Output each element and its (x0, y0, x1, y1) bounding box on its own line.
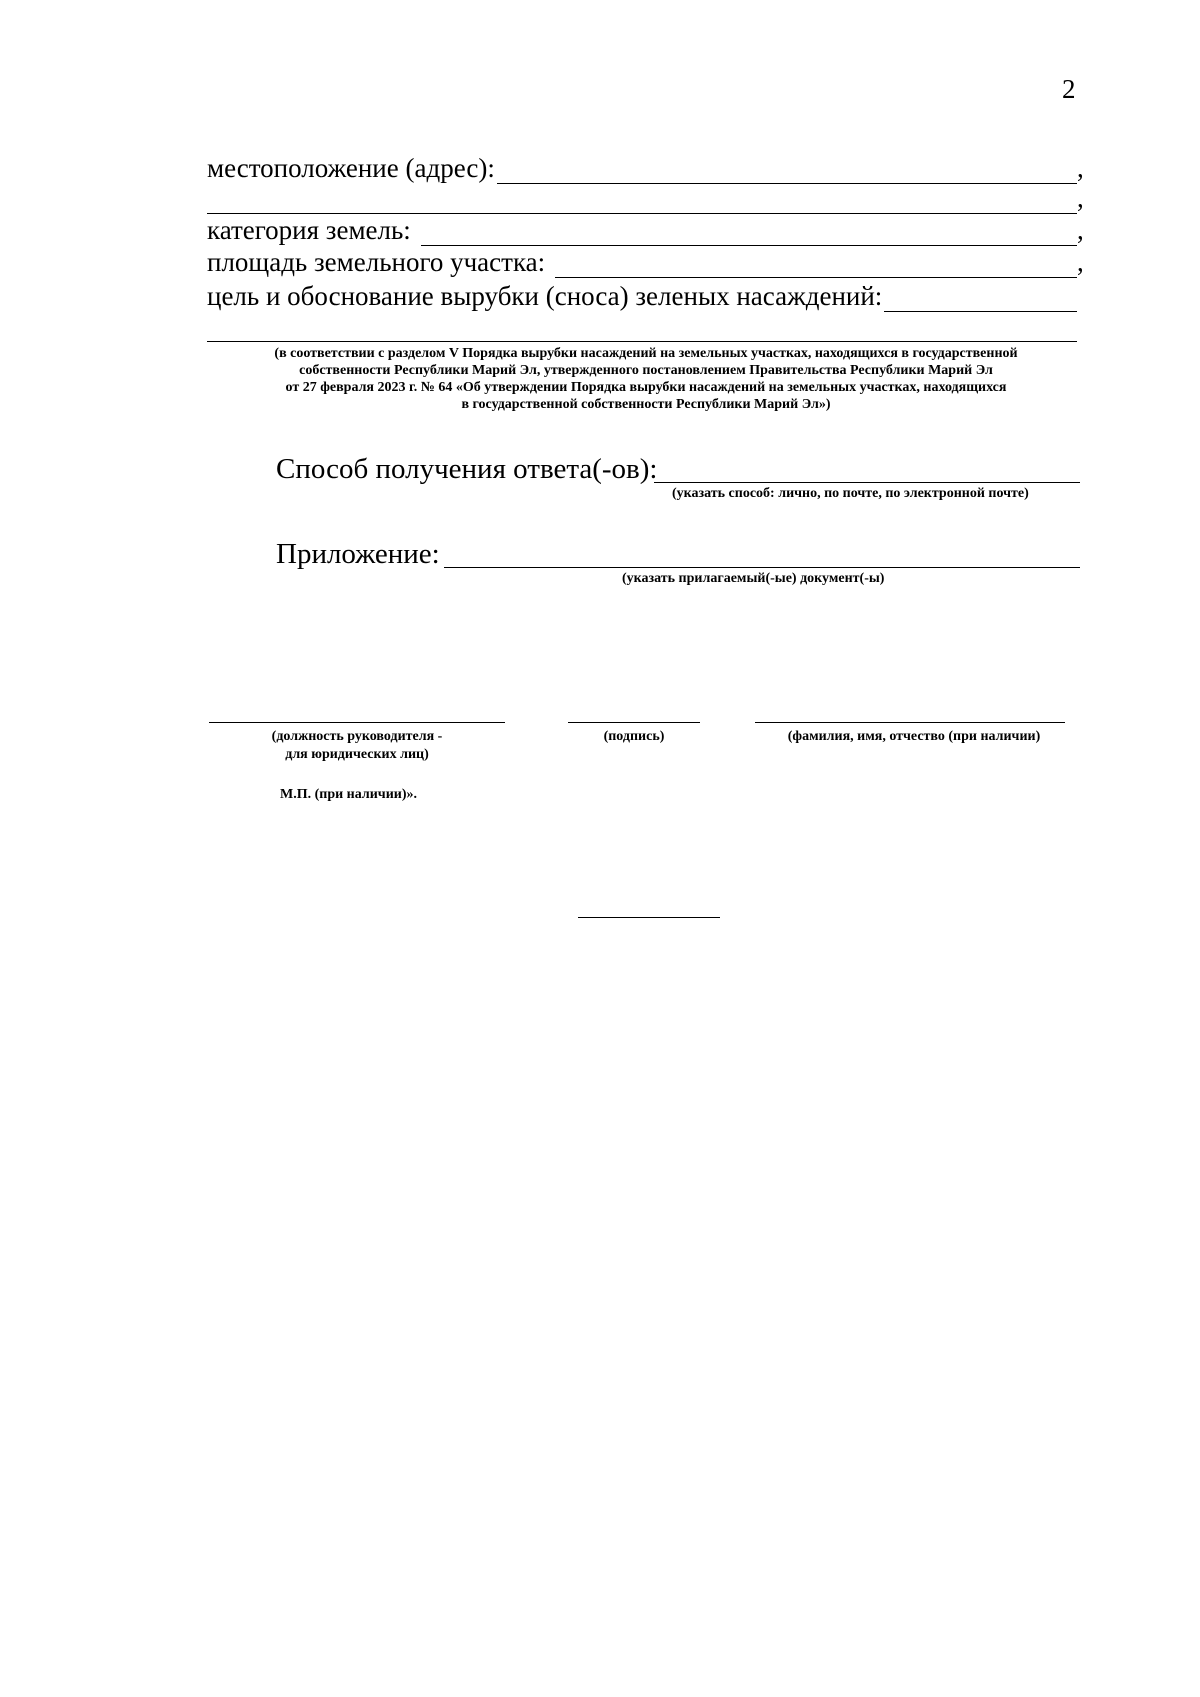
felling-purpose-label: цель и обоснование вырубки (сноса) зеленых насаждений: (207, 281, 883, 311)
land-category-field (207, 214, 1087, 246)
legal-note-line-2: собственности Республики Марий Эл, утвержденного постановлением Правительства Республики Марий Эл (299, 363, 993, 378)
land-area-label: площадь земельного участка: (207, 247, 546, 277)
signature-caption: (подпись) (603, 729, 665, 744)
location-field (207, 152, 1087, 184)
land-area-blank[interactable] (555, 253, 1077, 278)
land-category-blank[interactable] (421, 221, 1077, 246)
felling-purpose-continuation-blank[interactable] (207, 341, 1077, 342)
location-blank[interactable] (497, 159, 1077, 184)
page-number: 2 (1062, 74, 1076, 104)
attachment-hint: (указать прилагаемый(-ые) документ(-ы) (622, 571, 885, 586)
land-category-label: категория земель: (207, 215, 411, 245)
position-caption (209, 728, 505, 764)
location-label: местоположение (адрес): (207, 153, 495, 183)
location-continuation-field (207, 182, 1087, 214)
location-continuation-blank[interactable] (207, 189, 1077, 214)
response-method-blank[interactable] (654, 482, 1080, 483)
response-method-label: Способ получения ответа(-ов): (276, 453, 658, 485)
response-method-hint: (указать способ: лично, по почте, по электронной почте) (672, 486, 1029, 501)
stamp-note: М.П. (при наличии)». (280, 787, 417, 802)
location-comma: , (1077, 153, 1084, 183)
location-continuation-comma: , (1077, 183, 1084, 213)
attachment-blank[interactable] (444, 567, 1080, 568)
felling-purpose-field (207, 280, 1087, 312)
legal-note-line-3: от 27 февраля 2023 г. № 64 «Об утверждении Порядка вырубки насаждений на земельных участках, находящихся (285, 380, 1007, 395)
land-area-comma: , (1077, 247, 1084, 277)
attachment-label: Приложение: (276, 538, 440, 570)
land-category-comma: , (1077, 215, 1084, 245)
felling-purpose-blank[interactable] (884, 287, 1077, 312)
legal-note-line-4: в государственной собственности Республики Марий Эл») (461, 397, 831, 412)
position-blank[interactable] (209, 722, 505, 723)
signature-blank[interactable] (568, 722, 700, 723)
end-separator (578, 917, 720, 918)
legal-reference-note (236, 345, 1056, 413)
position-caption-line-1: (должность руководителя - (271, 729, 443, 744)
full-name-caption: (фамилия, имя, отчество (при наличии) (787, 729, 1041, 744)
position-caption-line-2: для юридических лиц) (285, 747, 429, 762)
full-name-blank[interactable] (755, 722, 1065, 723)
land-area-field (207, 246, 1087, 278)
legal-note-line-1: (в соответствии с разделом V Порядка вырубки насаждений на земельных участках, находящихся в государственной (274, 346, 1018, 361)
